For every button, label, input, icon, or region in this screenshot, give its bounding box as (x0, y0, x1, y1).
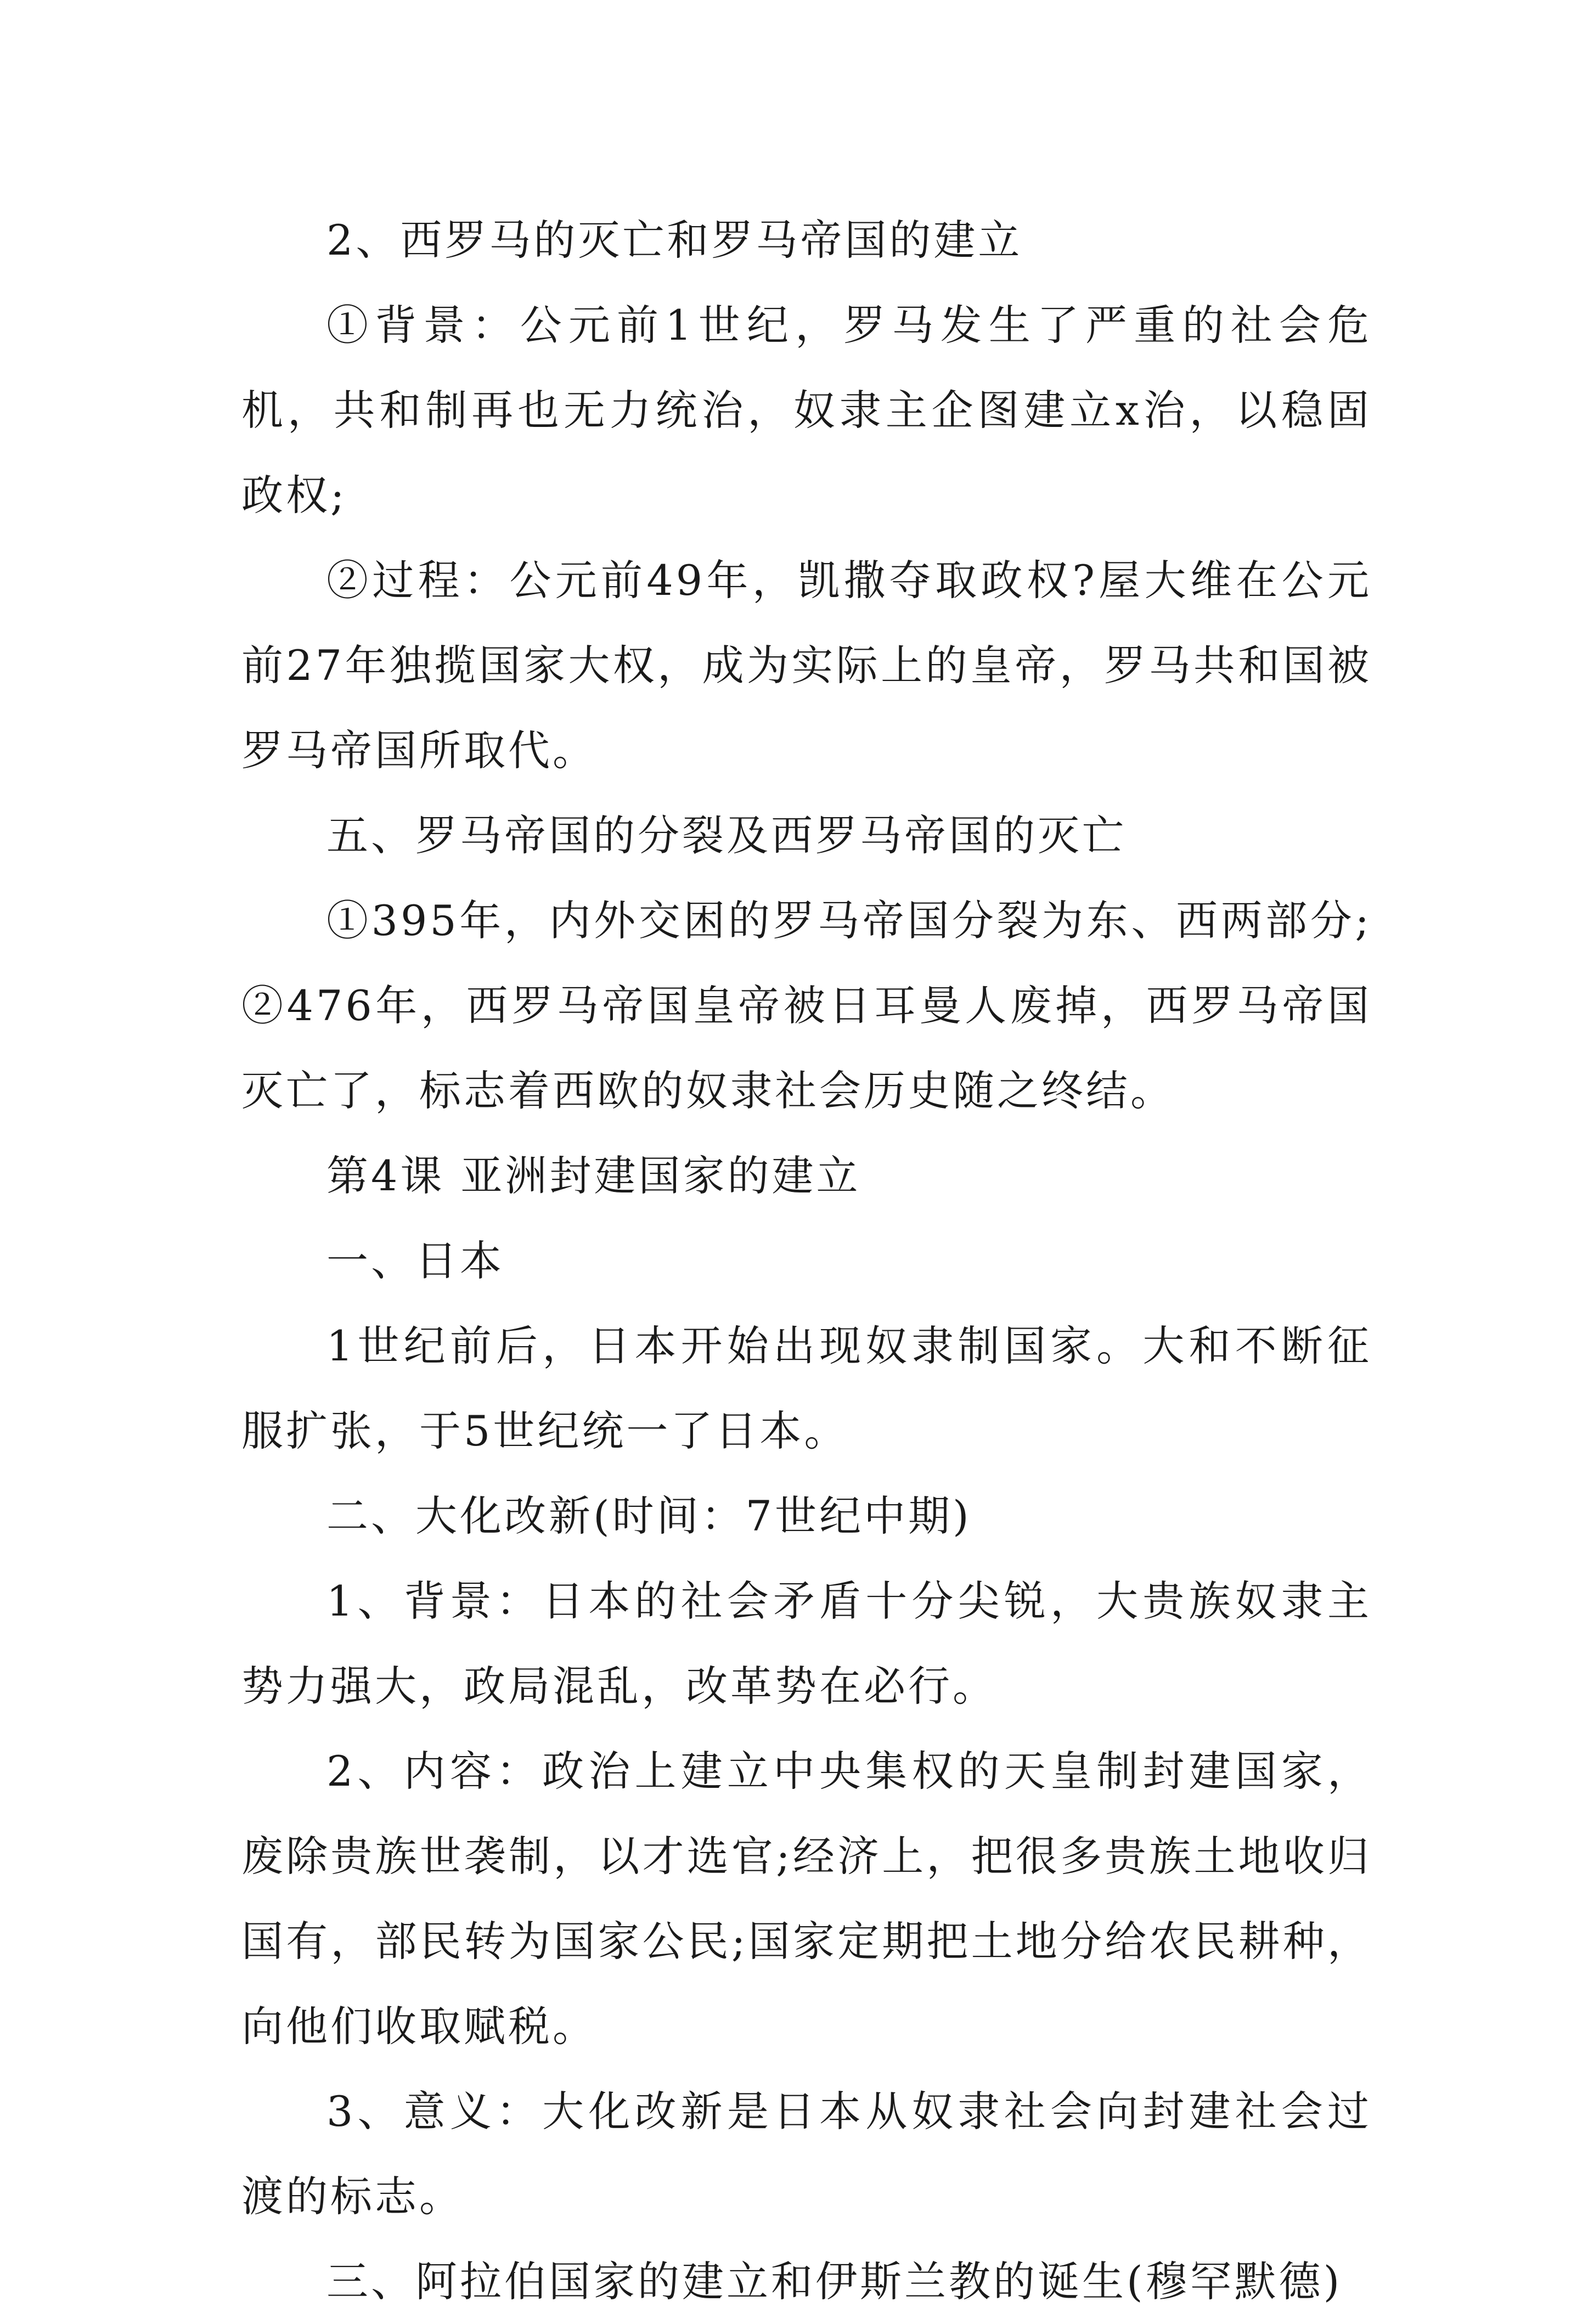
paragraph-reform-content: 2、内容：政治上建立中央集权的天皇制封建国家，废除贵族世袭制，以才选官;经济上，把很多贵族土地收归国有，部民转为国家公民;国家定期把土地分给农民耕种，向他们收取赋税。 (241, 1747, 1372, 2051)
lesson-title: 第4课 亚洲封建国家的建立 (326, 1151, 861, 1200)
section-heading-arab-islam: 三、阿拉伯国家的建立和伊斯兰教的诞生(穆罕默德) (326, 2257, 1343, 2306)
section-heading-empire-split: 五、罗马帝国的分裂及西罗马帝国的灭亡 (326, 811, 1127, 860)
section-heading-japan: 一、日本 (326, 1236, 504, 1285)
paragraph-reform-significance: 3、意义：大化改新是日本从奴隶社会向封建社会过渡的标志。 (241, 2087, 1372, 2221)
paragraph-background: ①背景：公元前1世纪，罗马发生了严重的社会危机，共和制再也无力统治，奴隶主企图建立x治，以稳固政权; (241, 301, 1372, 520)
document-body (241, 198, 1372, 2324)
section-heading-west-rome: 2、西罗马的灭亡和罗马帝国的建立 (326, 216, 1023, 265)
paragraph-process: ②过程：公元前49年，凯撒夺取政权?屋大维在公元前27年独揽国家大权，成为实际上的皇帝，罗马共和国被罗马帝国所取代。 (241, 556, 1372, 775)
paragraph-reform-background: 1、背景：日本的社会矛盾十分尖锐，大贵族奴隶主势力强大，政局混乱，改革势在必行。 (241, 1577, 1372, 1710)
paragraph-empire-split: ①395年，内外交困的罗马帝国分裂为东、西两部分;②476年，西罗马帝国皇帝被日耳曼人废掉，西罗马帝国灭亡了，标志着西欧的奴隶社会历史随之终结。 (241, 896, 1372, 1115)
paragraph-japan: 1世纪前后，日本开始出现奴隶制国家。大和不断征服扩张，于5世纪统一了日本。 (241, 1321, 1372, 1455)
section-heading-taika-reform: 二、大化改新(时间：7世纪中期) (326, 1492, 972, 1540)
